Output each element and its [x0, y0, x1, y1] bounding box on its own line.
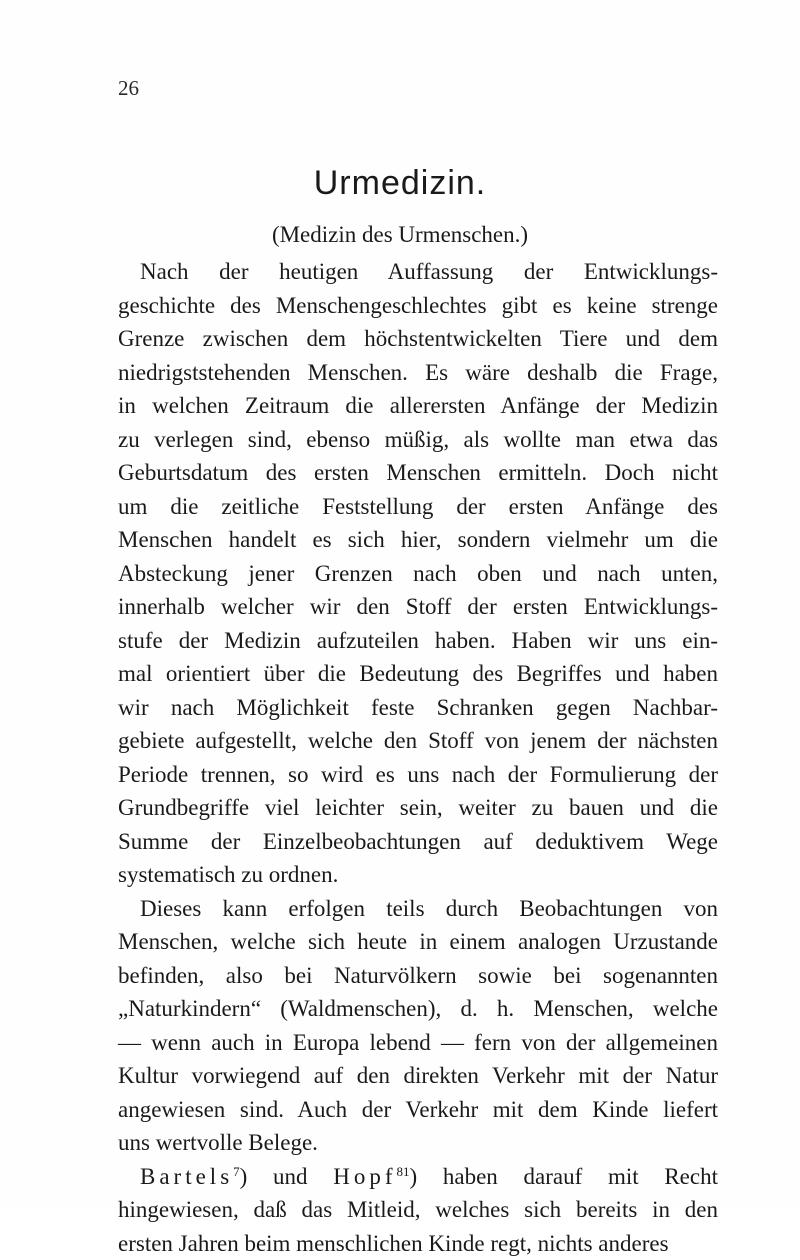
paragraph-2 — [118, 892, 718, 1160]
text-line: Periode trennen, so wird es uns nach der Formulierung der — [118, 758, 718, 792]
text-line-with-citations — [118, 1160, 718, 1194]
text-line: Nach der heutigen Auffassung der Entwicklungs- — [118, 255, 718, 289]
chapter-title: Urmedizin. — [0, 164, 800, 203]
text-line: Grenze zwischen dem höchstentwickelten Tiere und dem — [118, 322, 718, 356]
text-line: um die zeitliche Feststellung der ersten Anfänge des — [118, 490, 718, 524]
text-line: Menschen, welche sich heute in einem analogen Urzustande — [118, 925, 718, 959]
text-line: Summe der Einzelbeobachtungen auf deduktivem Wege — [118, 825, 718, 859]
text-line: systematisch zu ordnen. — [118, 858, 718, 892]
text-line: wir nach Möglichkeit feste Schranken gegen Nachbar- — [118, 691, 718, 725]
text-line: innerhalb welcher wir den Stoff der ersten Entwicklungs- — [118, 590, 718, 624]
text-line: — wenn auch in Europa lebend — fern von der allgemeinen — [118, 1026, 718, 1060]
text-line: hingewiesen, daß das Mitleid, welches sich bereits in den — [118, 1193, 718, 1227]
page-number: 26 — [118, 76, 139, 101]
text-line: Geburtsdatum des ersten Menschen ermitteln. Doch nicht — [118, 456, 718, 490]
text-line: befinden, also bei Naturvölkern sowie bei sogenannten — [118, 959, 718, 993]
text-line: ersten Jahren beim menschlichen Kinde regt, nichts anderes — [118, 1227, 718, 1260]
footnote-ref: 7 — [233, 1164, 240, 1179]
text-line: gebiete aufgestellt, welche den Stoff von jenem der nächsten — [118, 724, 718, 758]
text-line: „Naturkindern“ (Waldmenschen), d. h. Menschen, welche — [118, 992, 718, 1026]
author-name-bartels: Bartels — [140, 1164, 233, 1189]
connector-text: ) und — [240, 1164, 334, 1189]
text-line: zu verlegen sind, ebenso müßig, als wollte man etwa das — [118, 423, 718, 457]
text-line: in welchen Zeitraum die allerersten Anfänge der Medizin — [118, 389, 718, 423]
text-line: Grundbegriffe viel leichter sein, weiter zu bauen und die — [118, 791, 718, 825]
paragraph-1 — [118, 255, 718, 892]
text-line: uns wertvolle Belege. — [118, 1126, 718, 1160]
body-text — [118, 255, 718, 1260]
text-line: Menschen handelt es sich hier, sondern vielmehr um die — [118, 523, 718, 557]
text-line: mal orientiert über die Bedeutung des Begriffes und haben — [118, 657, 718, 691]
text-line: stufe der Medizin aufzuteilen haben. Haben wir uns ein- — [118, 624, 718, 658]
text-line: angewiesen sind. Auch der Verkehr mit dem Kinde liefert — [118, 1093, 718, 1127]
footnote-ref: 81 — [397, 1164, 410, 1179]
text-line: Kultur vorwiegend auf den direkten Verkehr mit der Natur — [118, 1059, 718, 1093]
paragraph-3 — [118, 1160, 718, 1260]
chapter-subtitle: (Medizin des Urmenschen.) — [0, 222, 800, 248]
author-name-hopf: Hopf — [333, 1164, 396, 1189]
text-line: geschichte des Menschengeschlechtes gibt es keine strenge — [118, 289, 718, 323]
text-line: Dieses kann erfolgen teils durch Beobachtungen von — [118, 892, 718, 926]
text-line: niedrigststehenden Menschen. Es wäre deshalb die Frage, — [118, 356, 718, 390]
line-rest-text: ) haben darauf mit Recht — [410, 1164, 718, 1189]
text-line: Absteckung jener Grenzen nach oben und nach unten, — [118, 557, 718, 591]
